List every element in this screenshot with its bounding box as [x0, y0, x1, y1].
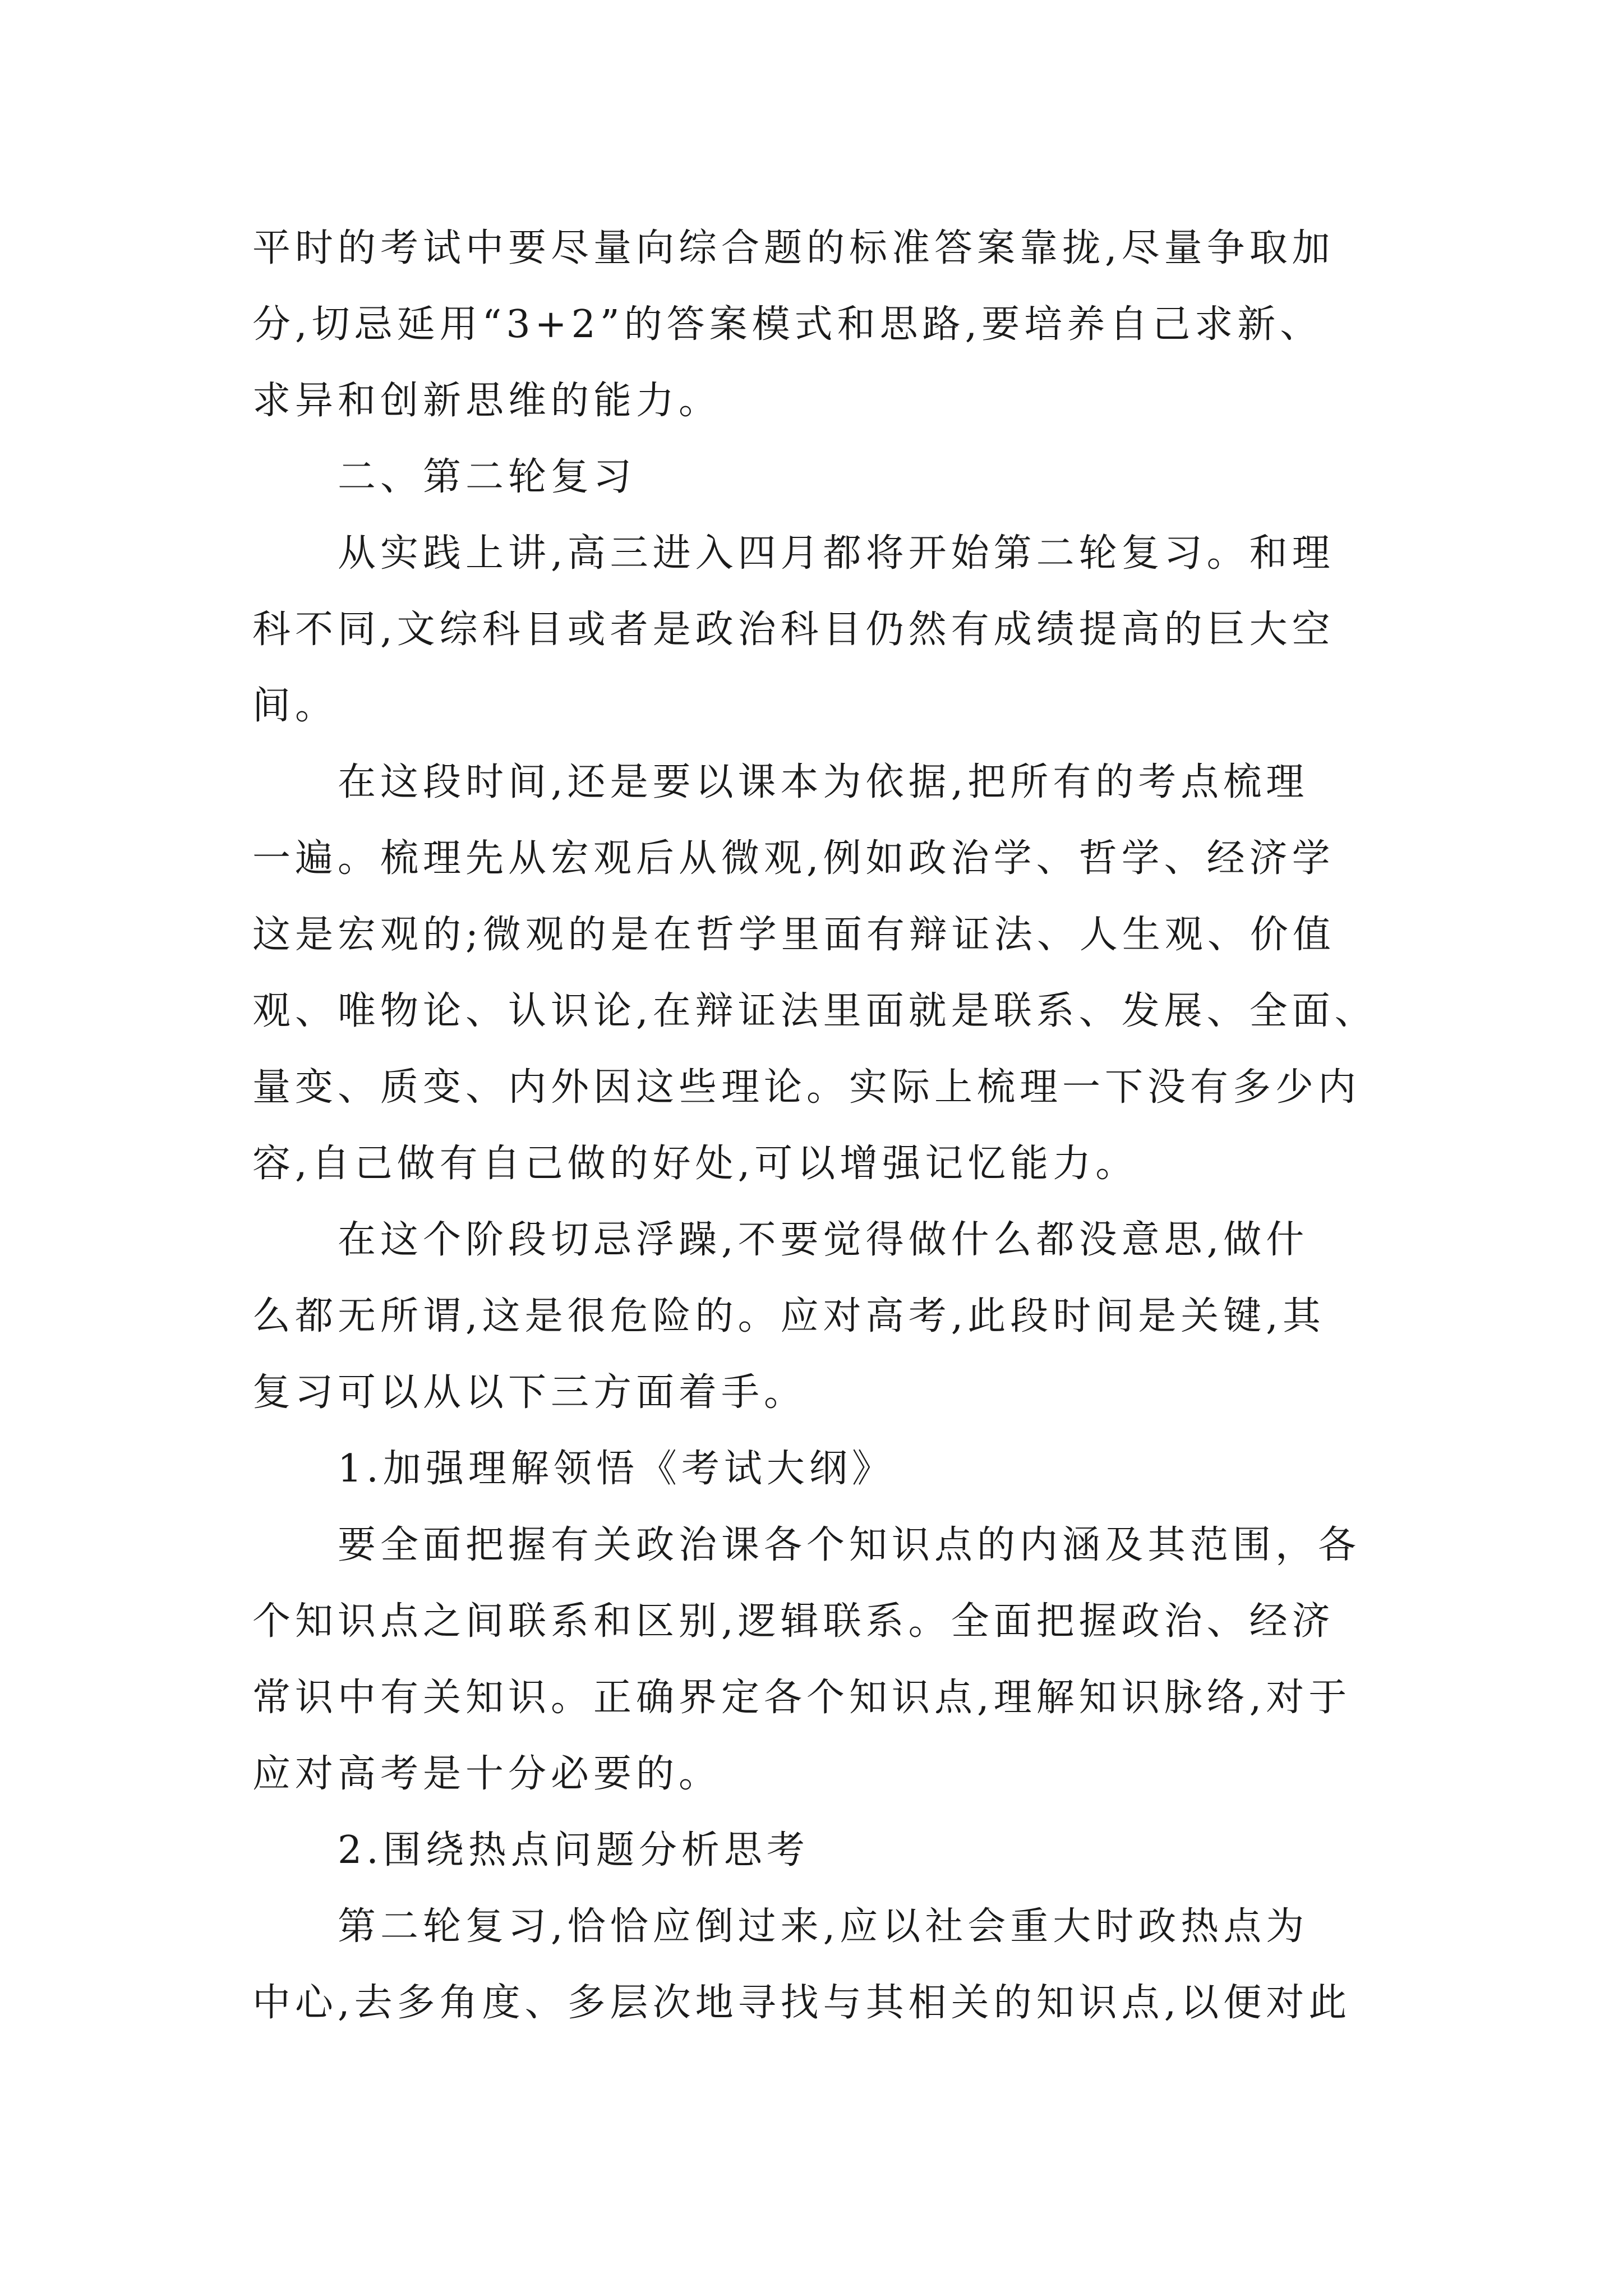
text-line: 科不同,文综科目或者是政治科目仍然有成绩提高的巨大空: [252, 608, 1335, 652]
text-line: 第二轮复习,恰恰应倒过来,应以社会重大时政热点为: [338, 1904, 1309, 1949]
text-line: 一遍。梳理先从宏观后从微观,例如政治学、哲学、经济学: [252, 836, 1335, 881]
text-line: 观、唯物论、认识论,在辩证法里面就是联系、发展、全面、: [252, 989, 1377, 1033]
text-line: 间。: [252, 684, 338, 728]
text-line: 在这个阶段切忌浮躁,不要觉得做什么都没意思,做什: [338, 1218, 1309, 1262]
text-line: 容,自己做有自己做的好处,可以增强记忆能力。: [252, 1142, 1138, 1186]
section-heading: 二、第二轮复习: [338, 455, 637, 499]
text-line: 复习可以从以下三方面着手。: [252, 1370, 807, 1415]
text-line: 求异和创新思维的能力。: [252, 379, 722, 423]
text-line: 么都无所谓,这是很危险的。应对高考,此段时间是关键,其: [252, 1294, 1325, 1338]
text-line: 量变、质变、内外因这些理论。实际上梳理一下没有多少内: [252, 1065, 1361, 1110]
text-line: 在这段时间,还是要以课本为依据,把所有的考点梳理: [338, 760, 1309, 804]
text-line: 平时的考试中要尽量向综合题的标准答案靠拢,尽量争取加: [252, 226, 1335, 270]
text-line: 这是宏观的;微观的是在哲学里面有辩证法、人生观、价值: [252, 913, 1335, 957]
text-line: 从实践上讲,高三进入四月都将开始第二轮复习。和理: [338, 531, 1335, 576]
document-body: [252, 210, 1396, 2041]
text-line: 个知识点之间联系和区别,逻辑联系。全面把握政治、经济: [252, 1599, 1335, 1644]
subsection-heading: 1.加强理解领悟《考试大纲》: [338, 1447, 895, 1491]
text-line: 中心,去多角度、多层次地寻找与其相关的知识点,以便对此: [252, 1981, 1352, 2025]
text-line: 常识中有关知识。正确界定各个知识点,理解知识脉络,对于: [252, 1676, 1352, 1720]
text-line: 要全面把握有关政治课各个知识点的内涵及其范围，各: [338, 1523, 1361, 1567]
text-line: 应对高考是十分必要的。: [252, 1752, 722, 1796]
text-line: 分,切忌延用“3+2”的答案模式和思路,要培养自己求新、: [252, 302, 1323, 347]
subsection-heading: 2.围绕热点问题分析思考: [338, 1828, 809, 1872]
